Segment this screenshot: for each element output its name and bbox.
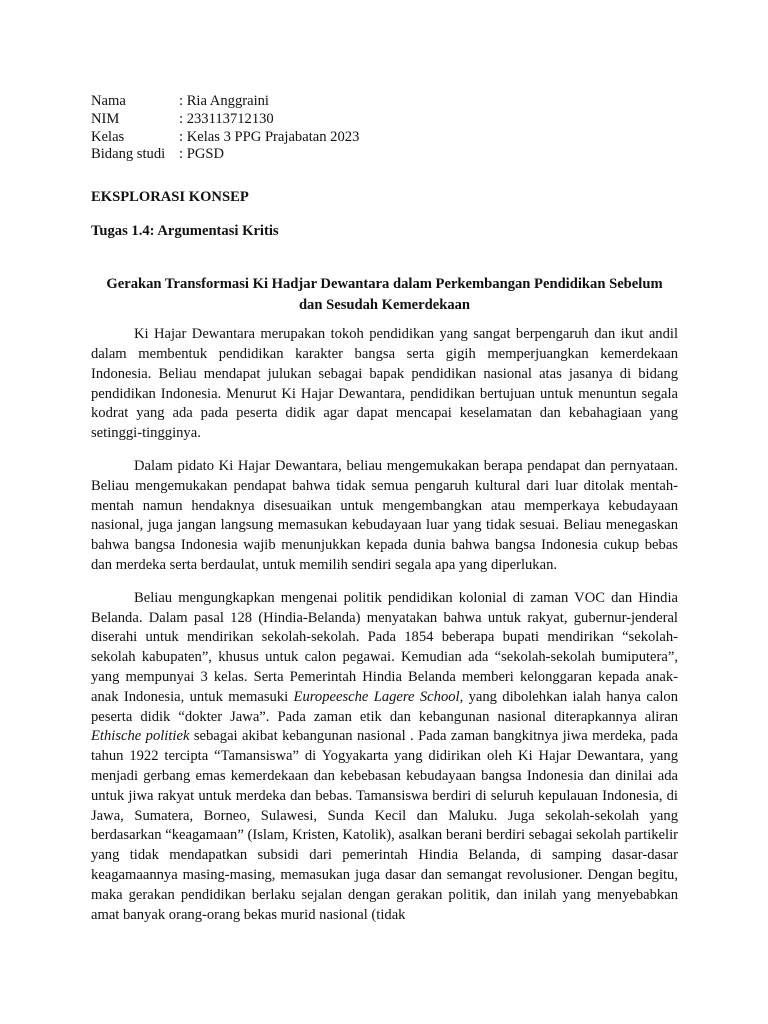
- identity-row-nim: [91, 111, 678, 129]
- paragraph-2: [91, 457, 678, 576]
- identity-value: : Kelas 3 PPG Prajabatan 2023: [179, 128, 360, 145]
- document-title: [91, 274, 678, 315]
- identity-value: : PGSD: [179, 146, 225, 163]
- task-heading: Tugas 1.4: Argumentasi Kritis: [91, 223, 279, 240]
- section-heading: EKSPLORASI KONSEP: [91, 189, 249, 206]
- paragraph-3-italic-school: Europeesche Lagere School: [293, 688, 460, 705]
- identity-label: Bidang studi: [91, 146, 166, 163]
- identity-value: : Ria Anggraini: [179, 93, 269, 109]
- identity-label: NIM: [91, 110, 120, 127]
- title-line-1: Gerakan Transformasi Ki Hadjar Dewantara dalam Perkembangan Pendidikan Sebelum: [106, 276, 663, 293]
- paragraph-1: [91, 325, 678, 444]
- identity-row-name: [91, 93, 678, 111]
- paragraph-2-text: Dalam pidato Ki Hajar Dewantara, beliau mengemukakan berapa pendapat dan pernyataan. Beliau mengemukakan pendapat bahwa tidak semua pengaruh kultural dari luar ditolak mentah-mentah namun hendaknya disesuaikan untuk mengembangkan atau memperkaya kebudayaan nasional, juga jangan langsung memasukan kebudayaan luar yang tidak sesuai. Beliau menegaskan bahwa bangsa Indonesia wajib menunjukkan kepada dunia bahwa bangsa Indonesia cukup bebas dan merdeka serta berdaulat, untuk memilih sendiri segala apa yang diperlukan.: [91, 457, 678, 573]
- identity-block: [91, 93, 678, 164]
- identity-label: Kelas: [91, 128, 125, 145]
- paragraph-1-text: Ki Hajar Dewantara merupakan tokoh pendidikan yang sangat berpengaruh dan ikut andil dalam membentuk pendidikan karakter bangsa serta gigih memperjuangkan kemerdekaan Indonesia. Beliau mendapat julukan sebagai bapak pendidikan nasional atas jasanya di bidang pendidikan Indonesia. Menurut Ki Hajar Dewantara, pendidikan bertujuan untuk menuntun segala kodrat yang ada pada peserta didik agar dapat mencapai keselamatan dan kebahagiaan yang setinggi-tingginya.: [91, 326, 678, 442]
- paragraph-3-text-b: , yang dibolehkan ialah hanya calon peserta didik “dokter Jawa”. Pada zaman etik dan kebangunan nasional diterapkannya aliran: [91, 688, 678, 725]
- paragraph-3-text-c: sebagai akibat kebangunan nasional . Pada zaman bangkitnya jiwa merdeka, pada tahun 1922 tercipta “Tamansiswa” di Yogyakarta yang didirikan oleh Ki Hajar Dewantara, yang menjadi gerbang emas kemerdekaan dan kebebasan kebudayaan bangsa Indonesia dan dinilai ada untuk jiwa rakyat untuk merdeka dan bebas. Tamansiswa berdiri di seluruh kepulauan Indonesia, di Jawa, Sumatera, Borneo, Sulawesi, Sunda Kecil dan Maluku. Juga sekolah-sekolah yang berdasarkan “keagamaan” (Islam, Kristen, Katolik), asalkan berani berdiri sebagai sekolah partikelir yang tidak mendapatkan subsidi dari pemerintah Hindia Belanda, di samping dasar-dasar keagamaannya masing-masing, memasukan juga dasar dan semangat revolusioner. Dengan begitu, maka gerakan pendidikan berlaku sejalan dengan gerakan politik, dan inilah yang menyebabkan amat banyak orang-orang bekas murid nasional (tidak: [91, 728, 678, 923]
- paragraph-3: [91, 589, 678, 926]
- document-page: [91, 93, 678, 925]
- title-line-2: dan Sesudah Kemerdekaan: [298, 296, 471, 313]
- identity-row-class: [91, 129, 678, 147]
- paragraph-3-italic-policy: Ethische politiek: [91, 728, 190, 745]
- paragraph-3-text-a: Beliau mengungkapkan mengenai politik pendidikan kolonial di zaman VOC dan Hindia Belanda. Dalam pasal 128 (Hindia-Belanda) menyatakan bahwa untuk rakyat, gubernur-jenderal diserahi untuk mendirikan sekolah-sekolah. Pada 1854 beberapa bupati mendirikan “sekolah-sekolah kabupaten”, khusus untuk calon pegawai. Kemudian ada “sekolah-sekolah bumiputera”, yang mempunyai 3 kelas. Serta Pemerintah Hindia Belanda memberi kelonggaran kepada anak-anak Indonesia, untuk memasuki: [91, 589, 678, 705]
- identity-value: : 233113712130: [179, 110, 274, 127]
- identity-label: Nama: [91, 93, 126, 109]
- identity-row-field: [91, 146, 678, 164]
